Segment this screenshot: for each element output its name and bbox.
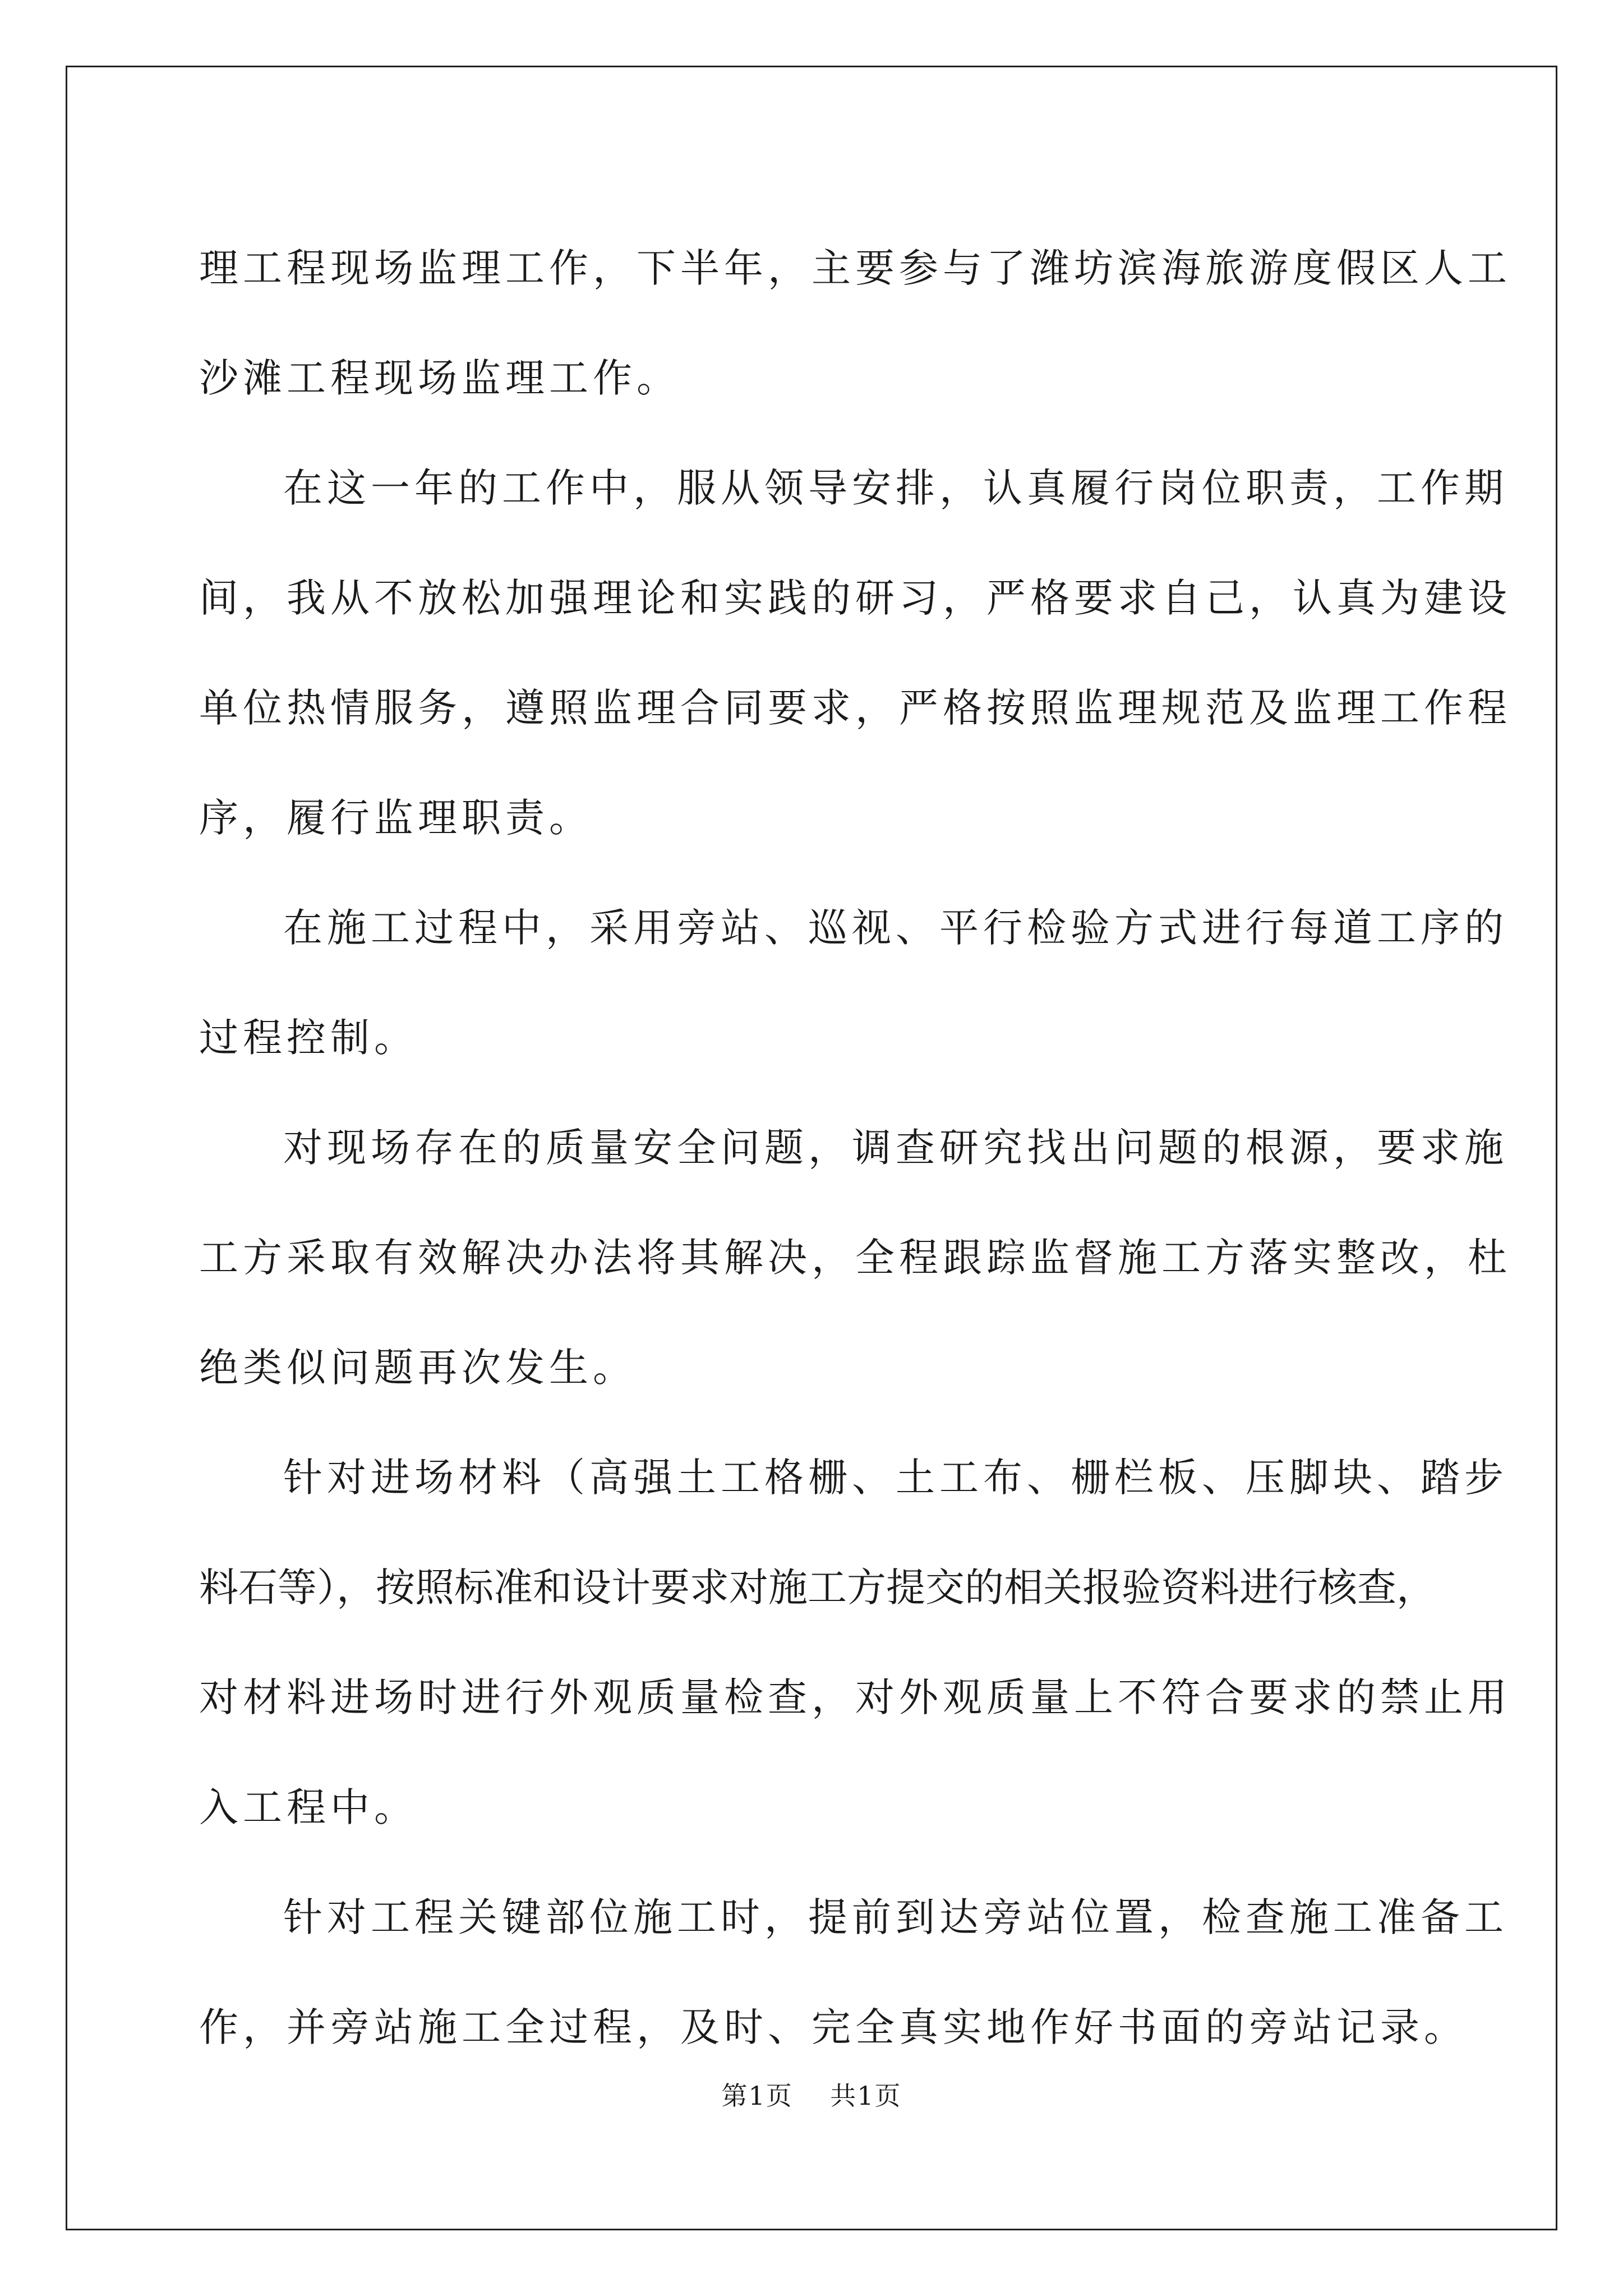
- text-line: 作，并旁站施工全过程，及时、完全真实地作好书面的旁站记录。: [199, 2004, 1468, 2050]
- text-line: 工方采取有效解决办法将其解决，全程跟踪监督施工方落实整改，杜: [199, 1235, 1511, 1281]
- text-line: 针对工程关键部位施工时，提前到达旁站位置，检查施工准备工: [283, 1894, 1508, 1940]
- text-line: 入工程中。: [199, 1784, 418, 1830]
- text-line: 序，履行监理职责。: [199, 795, 593, 841]
- text-line: 对现场存在的质量安全问题，调查研究找出问题的根源，要求施: [283, 1125, 1508, 1171]
- text-line: 料石等），按照标准和设计要求对施工方提交的相关报验资料进行核查，: [199, 1565, 1436, 1611]
- text-line: 对材料进场时进行外观质量检查，对外观质量上不符合要求的禁止用: [199, 1674, 1511, 1720]
- page-footer: [0, 2076, 1623, 2113]
- text-line: 在这一年的工作中，服从领导安排，认真履行岗位职责，工作期: [283, 465, 1508, 511]
- page-number: 第1页: [721, 2081, 793, 2111]
- text-line: 在施工过程中，采用旁站、巡视、平行检验方式进行每道工序的: [283, 905, 1508, 951]
- text-line: 理工程现场监理工作，下半年，主要参与了潍坊滨海旅游度假区人工: [199, 245, 1511, 291]
- text-line: 过程控制。: [199, 1015, 418, 1061]
- text-line: 针对进场材料（高强土工格栅、土工布、栅栏板、压脚块、踏步: [283, 1455, 1508, 1501]
- text-line: 绝类似问题再次发生。: [199, 1345, 637, 1391]
- text-line: 单位热情服务，遵照监理合同要求，严格按照监理规范及监理工作程: [199, 685, 1511, 731]
- document-body: [199, 213, 1511, 2082]
- text-line: 沙滩工程现场监理工作。: [199, 355, 680, 401]
- text-line: 间，我从不放松加强理论和实践的研习，严格要求自己，认真为建设: [199, 575, 1511, 621]
- page-total: 共1页: [830, 2081, 902, 2111]
